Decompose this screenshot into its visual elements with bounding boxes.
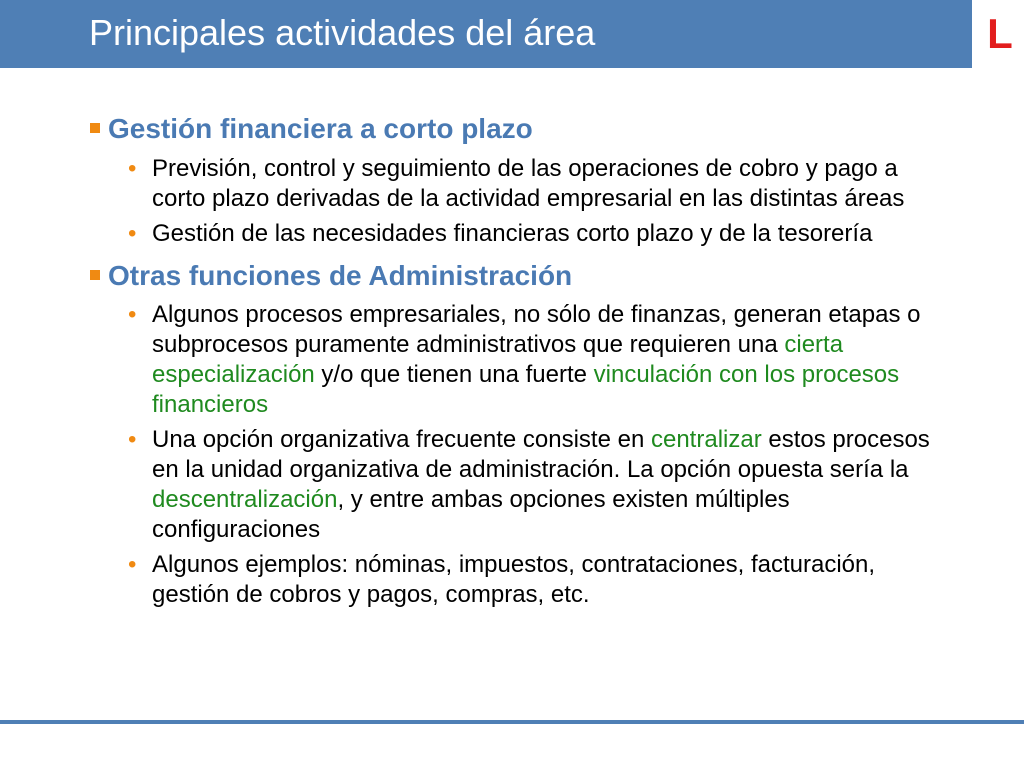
list-item <box>128 300 942 420</box>
dot-bullet-icon: • <box>128 301 137 328</box>
bullet-list <box>0 154 1024 249</box>
list-item-text <box>152 220 872 247</box>
highlighted-text: descentralización <box>152 486 338 513</box>
list-item-text <box>152 155 904 212</box>
slide-content <box>0 110 1024 610</box>
highlighted-text: vinculación con los procesos financieros <box>152 361 900 418</box>
list-item <box>128 219 942 249</box>
list-item-text <box>152 426 930 543</box>
list-item-text <box>152 301 920 418</box>
dot-bullet-icon: • <box>128 426 137 453</box>
text-segment: y/o que tienen una fuerte <box>314 361 594 388</box>
list-item <box>128 425 942 545</box>
logo: L <box>987 10 1013 57</box>
highlighted-text: centralizar <box>650 426 762 453</box>
text-segment: Una opción organizativa frecuente consiste en <box>152 426 651 453</box>
bullet-list <box>0 300 1024 610</box>
list-item <box>128 550 942 610</box>
section-heading-text: Gestión financiera a corto plazo <box>108 113 533 144</box>
section-otras-funciones <box>0 257 1024 610</box>
dot-bullet-icon: • <box>128 155 137 182</box>
list-item <box>128 154 942 214</box>
list-item-text <box>152 551 875 608</box>
highlighted-text: cierta especialización <box>152 331 844 388</box>
section-heading-text: Otras funciones de Administración <box>108 260 573 291</box>
square-bullet-icon <box>90 270 100 280</box>
square-bullet-icon <box>90 123 100 133</box>
text-segment: Algunos procesos empresariales, no sólo de finanzas, generan etapas o subprocesos puramente administrativos que requieren una <box>152 301 921 358</box>
text-segment: Gestión de las necesidades financieras corto plazo y de la tesorería <box>152 220 873 247</box>
slide-title: Principales actividades del área <box>89 12 596 53</box>
text-segment: Previsión, control y seguimiento de las operaciones de cobro y pago a corto plazo derivadas de la actividad empresarial en las distintas áreas <box>152 155 905 212</box>
section-gestion-financiera <box>0 110 1024 249</box>
footer-rule <box>0 720 1024 724</box>
text-segment: estos procesos en la unidad organizativa de administración. La opción opuesta sería la <box>152 426 930 483</box>
section-heading <box>108 257 1024 295</box>
title-bar <box>0 0 972 68</box>
text-segment: , y entre ambas opciones existen múltiples configuraciones <box>152 486 790 543</box>
section-heading <box>108 110 1024 148</box>
text-segment: Algunos ejemplos: nóminas, impuestos, contrataciones, facturación, gestión de cobros y pagos, compras, etc. <box>152 551 876 608</box>
dot-bullet-icon: • <box>128 220 137 247</box>
dot-bullet-icon: • <box>128 551 137 578</box>
